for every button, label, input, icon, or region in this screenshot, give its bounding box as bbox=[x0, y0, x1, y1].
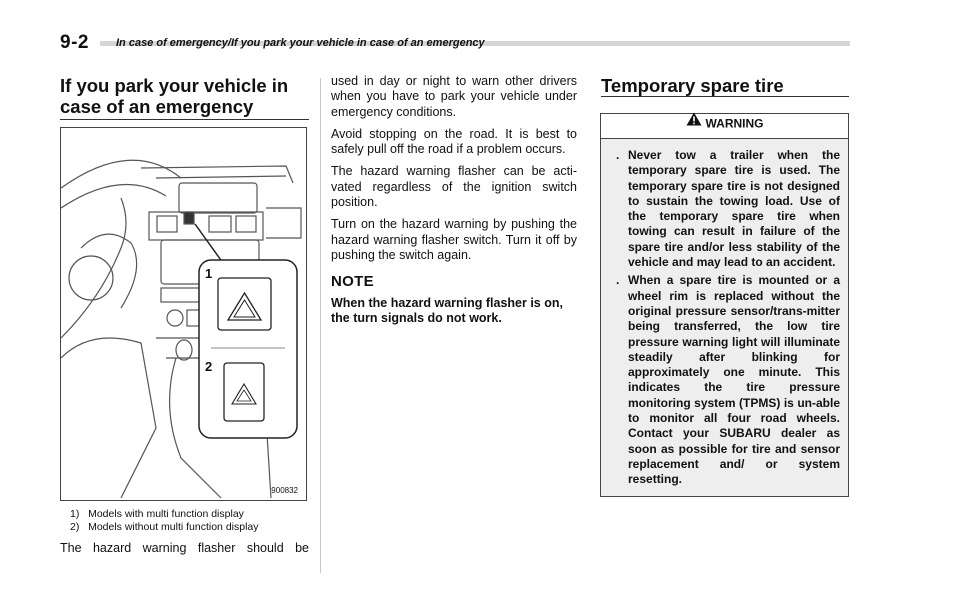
warning-item-text: Never tow a trailer when the temporary spare tire is used. The temporary spare tire is not designed to sustain the towing load. Use of the temporary spare tire when towing can result in failure of the spare tire and/or less stability of the vehicle and may lead to an accident. bbox=[628, 148, 840, 270]
paragraph: Avoid stopping on the road. It is best to safely pull off the road if a problem occurs. bbox=[331, 126, 577, 157]
warning-header bbox=[601, 114, 848, 139]
bullet: . bbox=[616, 273, 620, 288]
section-rule bbox=[601, 96, 849, 97]
warning-box bbox=[600, 113, 849, 497]
note-heading: NOTE bbox=[331, 273, 374, 291]
note-body: When the hazard warning flasher is on, the turn signals do not work. bbox=[331, 295, 563, 326]
running-title: In case of emergency/If you park your vehicle in case of an emergency bbox=[116, 37, 485, 49]
dashboard-illustration bbox=[61, 128, 307, 501]
paragraph: The hazard warning flasher can be acti-vated regardless of the ignition switch position. bbox=[331, 164, 577, 210]
figure-code: 900832 bbox=[271, 486, 298, 495]
page-header bbox=[60, 32, 850, 54]
temporary-spare-tire-title: Temporary spare tire bbox=[601, 75, 784, 96]
section-rule bbox=[60, 119, 309, 120]
warning-label: WARNING bbox=[705, 116, 764, 131]
warning-triangle-icon bbox=[686, 112, 702, 131]
dashboard-figure bbox=[60, 127, 307, 501]
warning-item bbox=[601, 148, 848, 270]
page-number: 9-2 bbox=[60, 32, 89, 53]
paragraph: used in day or night to warn other drivers when you have to park your vehicle under emergency conditions. bbox=[331, 74, 577, 119]
warning-list bbox=[601, 148, 848, 491]
callout-1: 1 bbox=[205, 266, 213, 281]
callout-2: 2 bbox=[205, 359, 213, 374]
figure-caption-2: 2) Models without multi function display bbox=[70, 521, 259, 533]
paragraph: Turn on the hazard warning by pushing the hazard warning flasher switch. Turn it off by pushing the switch again. bbox=[331, 217, 577, 262]
warning-item-text: When a spare tire is mounted or a wheel rim is replaced without the original pressure sensor/trans-mitter being transferred, the low tire pressure warning light will illuminate steadily after blinking for approximately one minute. This indicates the tire pressure monitoring system (TPMS) is un-able to monitor all four road wheels. Contact your SUBARU dealer as soon as possible for tire and sensor replacement and/ or system resetting. bbox=[628, 273, 840, 487]
warning-item bbox=[601, 273, 848, 487]
figure-caption-1: 1) Models with multi function display bbox=[70, 508, 244, 520]
body-text-start: The hazard warning flasher should be bbox=[60, 541, 309, 555]
column-divider bbox=[320, 78, 321, 573]
bullet: . bbox=[616, 148, 620, 162]
middle-column bbox=[331, 74, 577, 327]
section-title: If you park your vehicle in case of an emergency bbox=[60, 75, 289, 117]
